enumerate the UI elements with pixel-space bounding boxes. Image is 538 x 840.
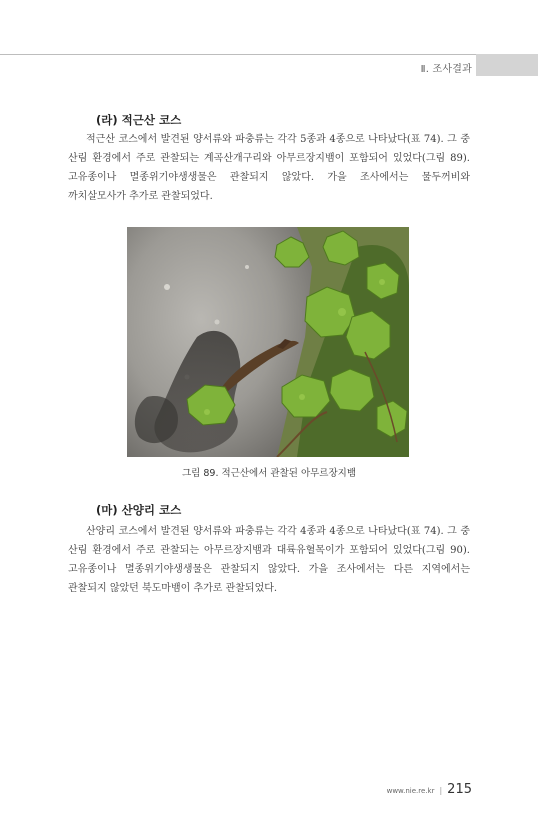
section-paragraph: 적근산 코스에서 발견된 양서류와 파충류는 각각 5종과 4종으로 나타났다(표 74). 그 중 산림 환경에서 주로 관찰되는 계곡산개구리와 아무르장지뱀이 포함되어 있었다(그림 89). 고유종이나 멸종위기야생생물은 관찰되지 않았다. 가을 조사에서는 물두꺼비와 까치살모사가 추가로 관찰되었다. xyxy=(68,134,470,202)
page-footer xyxy=(387,782,472,797)
section-paragraph: 산양리 코스에서 발견된 양서류와 파충류는 각각 4종과 4종으로 나타났다(표 74). 그 중 산림 환경에서 주로 관찰되는 아무르장지뱀과 대륙유혈목이가 포함되어 있었다(그림 90). 고유종이나 멸종위기야생생물은 관찰되지 않았다. 가을 조사에서는 다른 지역에서는 관찰되지 않았던 북도마뱀이 추가로 관찰되었다. xyxy=(68,526,470,594)
section-heading: (라) 적근산 코스 xyxy=(96,113,182,127)
chapter-label: Ⅱ. 조사결과 xyxy=(420,64,472,75)
lizard-photo xyxy=(127,227,409,457)
chapter-tab xyxy=(476,54,538,76)
section-heading: (마) 산양리 코스 xyxy=(96,503,182,517)
figure-caption: 그림 89. 적근산에서 관찰된 아무르장지뱀 xyxy=(181,468,357,479)
header-rule xyxy=(0,54,476,55)
page-number: 215 xyxy=(447,782,472,797)
footer-url: www.nie.re.kr xyxy=(386,787,435,795)
footer-separator: | xyxy=(439,786,443,795)
